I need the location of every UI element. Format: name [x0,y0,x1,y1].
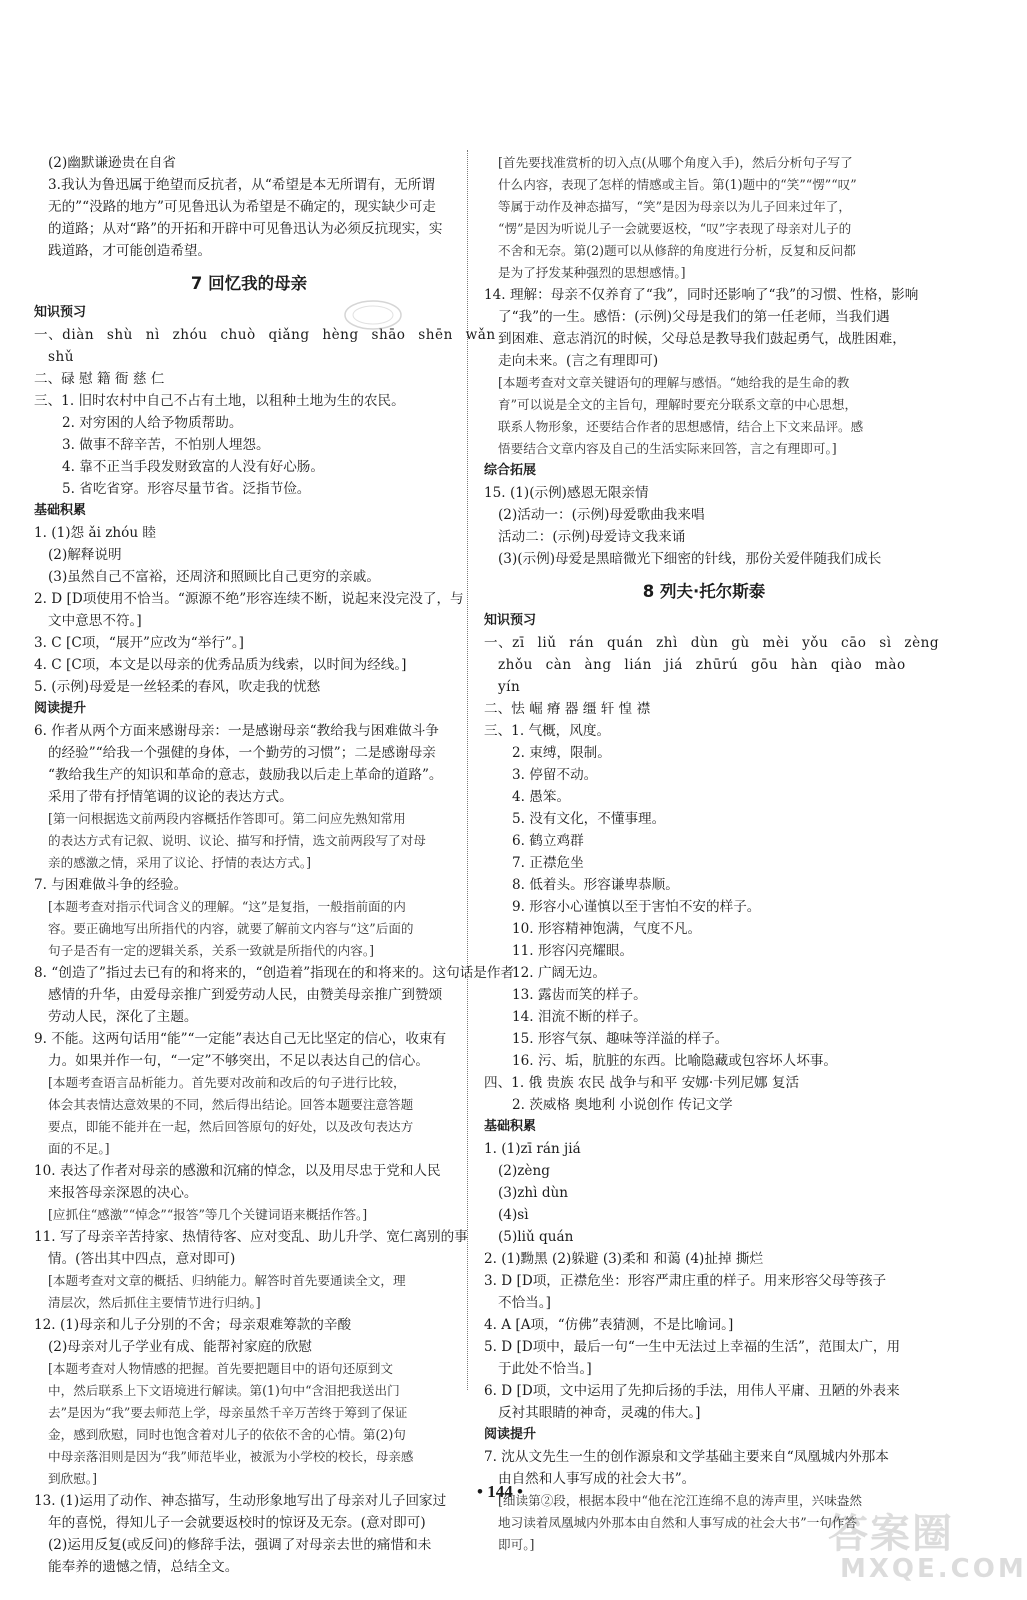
explanation-line: 到欣慰。] [48,1471,97,1486]
text-line: 走向未来。(言之有理即可) [498,353,659,369]
section-heading: 知识预习 [34,305,87,320]
text-line: 11. 形容闪亮耀眼。 [512,943,634,959]
text-line: 感情的升华，由爱母亲推广到爱劳动人民，由赞美母亲推广到赞颂 [48,987,443,1003]
explanation-line: 面的不足。] [48,1141,110,1156]
text-line: 8. 低着头。形容谦卑恭顺。 [512,877,679,893]
explanation-line: 要点，即能不能并在一起，然后回答原句的好处，以及改句表达方 [48,1119,414,1134]
text-line: (3)(示例)母爱是黑暗微光下细密的针线，那份关爱伴随我们成长 [498,551,882,567]
explanation-line: [本题考查对指示代词含义的理解。“这”是复指，一般指前面的内 [48,899,406,914]
text-line: 采用了带有抒情笔调的议论的表达方式。 [48,789,293,805]
text-line: 的经验”“给我一个强健的身体，一个勤劳的习惯”；二是感谢母亲 [48,745,436,761]
watermark-logo [818,1500,1027,1592]
text-line: 13. 露齿而笑的样子。 [512,987,647,1003]
text-line: (3)zhì dùn [498,1185,569,1201]
pinyin-line: zhǒu càn àng lián jiá zhūrú gōu hàn qiào mào [498,657,906,673]
section-heading: 阅读提升 [484,1427,537,1442]
text-line: (2)活动一：(示例)母爱歌曲我来唱 [498,507,705,523]
explanation-line: 容。要正确地写出所指代的内容，就要了解前文内容与“这”后面的 [48,921,414,936]
text-line: 10. 表达了作者对母亲的感激和沉痛的悼念，以及用尽忠于党和人民 [34,1163,441,1179]
text-line: 16. 污、垢，肮脏的东西。比喻隐藏或包容坏人坏事。 [512,1053,838,1069]
lesson-title: 8 列夫·托尔斯泰 [642,582,766,601]
text-line: 3. 做事不辞辛苦，不怕别人埋怨。 [62,437,270,453]
explanation-line: 句子是否有一定的逻辑关系，关系一致就是所指代的内容。] [48,943,375,958]
text-line: 劳动人民，深化了主题。 [48,1009,198,1025]
explanation-line: 体会其表情达意效果的不同，然后得出结论。回答本题要注意答题 [48,1097,414,1112]
text-line: 二、碌 慰 籍 衙 慈 仁 [34,371,165,387]
text-line: 2. 对穷困的人给予物质帮助。 [62,415,243,431]
explanation-line: 的表达方式有记叙、说明、议论、描写和抒情，选文前两段写了对母 [48,833,426,848]
right-column [484,152,940,1556]
explanation-line: [应抓住“感激”“悼念”“报答”等几个关键词语来概括作答。] [48,1207,368,1222]
text-line: 4. A [A项，“仿佛”表猜测，不是比喻词。] [484,1317,734,1333]
text-line: 15. 形容气氛、趣味等洋溢的样子。 [512,1031,729,1047]
text-line: 年的喜悦，得知儿子一会就要返校时的惊讶及无奈。(意对即可) [48,1515,426,1531]
text-line: 由自然和人事写成的社会大书”。 [498,1471,696,1487]
explanation-line: 去”是因为“我”要去师范上学，母亲虽然千辛万苦终于筹到了保证 [48,1405,408,1420]
text-line: 10. 形容精神饱满，气度不凡。 [512,921,702,937]
explanation-line: 金，感到欣慰，同时也饱含着对儿子的依依不舍的心情。第(2)句 [48,1427,406,1442]
section-heading: 综合拓展 [484,463,537,478]
text-line: 活动二：(示例)母爱诗文我来诵 [498,529,686,545]
text-line: (2)运用反复(或反问)的修辞手法，强调了对母亲去世的痛惜和未 [48,1537,432,1553]
text-line: 4. 靠不正当手段发财致富的人没有好心肠。 [62,459,324,475]
text-line: 力。如果并作一句，“一定”不够突出，不足以表达自己的信心。 [48,1053,429,1069]
text-line: 13. (1)运用了动作、神态描写，生动形象地写出了母亲对儿子回家过 [34,1493,447,1509]
text-line: 到困难、意志消沉的时候，父母总是教导我们鼓起勇气，战胜困难， [498,331,906,347]
text-line: 2. (1)黝黑 (2)躲避 (3)柔和 和蔼 (4)扯掉 撕烂 [484,1251,764,1267]
explanation-line: [第一问根据选文前两段内容概括作答即可。第二问应先熟知常用 [48,811,406,826]
text-line: 9. 形容小心谨慎以至于害怕不安的样子。 [512,899,761,915]
explanation-line: [首先要找准赏析的切入点(从哪个角度入手)，然后分析句子写了 [498,155,853,170]
text-line: 的道路；从对“路”的开拓和开辟中可见鲁迅认为必须反抗现实，实 [48,221,443,237]
text-line: 15. (1)(示例)感恩无限亲情 [484,485,649,501]
text-line: 来报答母亲深恩的决心。 [48,1185,198,1201]
text-line: 7. 正襟危坐 [512,855,584,871]
text-line: 6. 鹤立鸡群 [512,833,584,849]
text-line: 14. 泪流不断的样子。 [512,1009,647,1025]
explanation-line: 育”可以说是全文的主旨句，理解时要充分联系文章的中心思想， [498,397,858,412]
text-line: 2. 束缚，限制。 [512,745,611,761]
explanation-line: “愣”是因为听说儿子一会就要返校，“叹”字表现了母亲对儿子的 [498,221,852,236]
pinyin-line: 一、diàn shù nì zhóu chuò qiǎng hèng shāo shēn wǎn [34,327,496,343]
explanation-line: 中，然后联系上下文语境进行解读。第(1)句中“含泪把我送出门 [48,1383,400,1398]
text-line: 文中意思不符。] [48,613,142,629]
text-line: 1. (1)zī rán jiá [484,1141,581,1157]
text-line: 3. C [C项，“展开”应改为“举行”。] [34,635,244,651]
text-line: 1. (1)怨 ǎi zhóu 睦 [34,525,157,541]
text-line: 7. 沈从文先生一生的创作源泉和文学基础主要来自“凤凰城内外那本 [484,1449,889,1465]
text-line: 4. C [C项，本文是以母亲的优秀品质为线索，以时间为经线。] [34,657,407,673]
text-line: 5. 省吃省穿。形容尽量节省。泛指节俭。 [62,481,311,497]
text-line: 6. D [D项，文中运用了先抑后扬的手法，用伟人平庸、丑陋的外表来 [484,1383,900,1399]
explanation-line: 联系人物形象，还要结合作者的思想感情，结合上下文来品评。感 [498,419,864,434]
pinyin-line: yín [498,679,521,695]
text-line: 5. D [D项中，最后一句“一生中无法过上幸福的生活”，范围太广，用 [484,1339,901,1355]
text-line: 11. 写了母亲辛苦持家、热情待客、应对变乱、助儿升学、宽仁离别的事 [34,1229,468,1245]
text-line: 反衬其眼睛的神奇，灵魂的伟大。] [498,1405,701,1421]
text-line: 14. 理解：母亲不仅养育了“我”，同时还影响了“我”的习惯、性格，影响 [484,287,919,303]
text-line: 无的”“没路的地方”可见鲁迅认为希望是不确定的，现实缺少可走 [48,199,436,215]
text-line: 4. 愚笨。 [512,789,571,805]
text-line: 四、1. 俄 贵族 农民 战争与和平 安娜·卡列尼娜 复活 [484,1075,800,1091]
text-line: 三、1. 气概，风度。 [484,723,611,739]
lesson-title: 7 回忆我的母亲 [190,274,308,293]
explanation-line: 中母亲落泪则是因为“我”师范毕业，被派为小学校的校长，母亲感 [48,1449,414,1464]
text-line: 三、1. 旧时农村中自己不占有土地，以租种土地为生的农民。 [34,393,405,409]
explanation-line: 清层次，然后抓住主要情节进行归纳。] [48,1295,261,1310]
section-heading: 阅读提升 [34,701,87,716]
text-line: 能奉养的遗憾之情，总结全文。 [48,1559,239,1575]
text-line: 3.我认为鲁迅属于绝望而反抗者，从“希望是本无所谓有，无所谓 [48,177,435,193]
explanation-line: 等属于动作及神态描写，“笑”是因为母亲以为儿子回来过年了， [498,199,851,214]
pinyin-line: shǔ [48,349,74,365]
stamp-mark [342,298,404,332]
text-line: (2)解释说明 [48,547,122,563]
text-line: (2)母亲对儿子学业有成、能帮衬家庭的欣慰 [48,1339,312,1355]
text-line: 不恰当。] [498,1295,551,1311]
explanation-line: [本题考查对人物情感的把握。首先要把题目中的语句还原到文 [48,1361,393,1376]
explanation-line: 地习读着凤凰城内外那本由自然和人事写成的社会大书”一句作答 [498,1515,858,1530]
text-line: 2. D [D项使用不恰当。“源源不绝”形容连续不断，说起来没完没了，与 [34,591,464,607]
pinyin-line: 一、zī liǔ rán quán zhì dùn gù mèi yǒu cāo sì zèng [484,635,940,651]
text-line: (3)虽然自己不富裕，还周济和照顾比自己更穷的亲戚。 [48,569,380,585]
text-line: 于此处不恰当。] [498,1361,592,1377]
text-line: (4)sì [498,1207,529,1223]
explanation-line: 不舍和无奈。第(2)题可以从修辞的角度进行分析，反复和反问都 [498,243,856,258]
text-line: 了“我”的一生。感悟：(示例)父母是我们的第一任老师，当我们遇 [498,309,890,325]
text-line: 5. 没有文化，不懂事理。 [512,811,666,827]
explanation-line: 是为了抒发某种强烈的思想感情。] [498,265,686,280]
section-heading: 基础积累 [34,503,87,518]
text-line: (2)幽默谦逊贵在自省 [48,155,177,171]
text-line: 二、怯 崛 瘠 器 缰 轩 惶 襟 [484,701,651,717]
text-line: 5. (示例)母爱是一丝轻柔的春风，吹走我的忧愁 [34,679,321,695]
explanation-line: [细读第②段，根据本段中“他在沱江连绵不息的涛声里，兴味盎然 [498,1493,862,1508]
text-line: (5)liǔ quán [498,1229,574,1245]
explanation-line: 什么内容，表现了怎样的情感或主旨。第(1)题中的“笑”“愣”“叹” [498,177,857,192]
text-line: 2. 茨威格 奥地利 小说创作 传记文学 [512,1097,733,1113]
explanation-line: [本题考查对文章关键语句的理解与感悟。“她给我的是生命的教 [498,375,850,390]
explanation-line: [本题考查对文章的概括、归纳能力。解答时首先要通读全文，理 [48,1273,406,1288]
text-line: 12. 广阔无边。 [512,965,606,981]
section-heading: 基础积累 [484,1119,537,1134]
text-line: 6. 作者从两个方面来感谢母亲：一是感谢母亲“教给我与困难做斗争 [34,723,439,739]
explanation-line: 悟要结合文章内容及自己的生活实际来回答，言之有理即可。] [498,441,837,456]
text-line: 3. D [D项，正襟危坐：形容严肃庄重的样子。用来形容父母等孩子 [484,1273,887,1289]
explanation-line: [本题考查语言品析能力。首先要对改前和改后的句子进行比较， [48,1075,406,1090]
text-line: 情。(答出其中四点，意对即可) [48,1251,236,1267]
text-line: 3. 停留不动。 [512,767,598,783]
text-line: 7. 与困难做斗争的经验。 [34,877,188,893]
watermark-url: MXQE.COM [840,1554,1027,1584]
text-line: 9. 不能。这两句话用“能”“一定能”表达自己无比坚定的信心，收束有 [34,1031,447,1047]
explanation-line: 即可。] [498,1537,535,1552]
text-line: 践道路，才可能创造希望。 [48,243,212,259]
watermark-main: 答案圈 [828,1511,954,1557]
text-line: “教给我生产的知识和革命的意志，鼓励我以后走上革命的道路”。 [48,767,443,783]
text-line: (2)zèng [498,1163,550,1179]
text-line: 8. “创造了”指过去已有的和将来的，“创造着”指现在的和将来的。这句话是作者 [34,965,515,981]
text-line: 12. (1)母亲和儿子分别的不舍；母亲艰难筹款的辛酸 [34,1317,352,1333]
page-number: • 144 • [477,1482,523,1501]
section-heading: 知识预习 [484,613,537,628]
explanation-line: 亲的感激之情，采用了议论、抒情的表达方式。] [48,855,312,870]
